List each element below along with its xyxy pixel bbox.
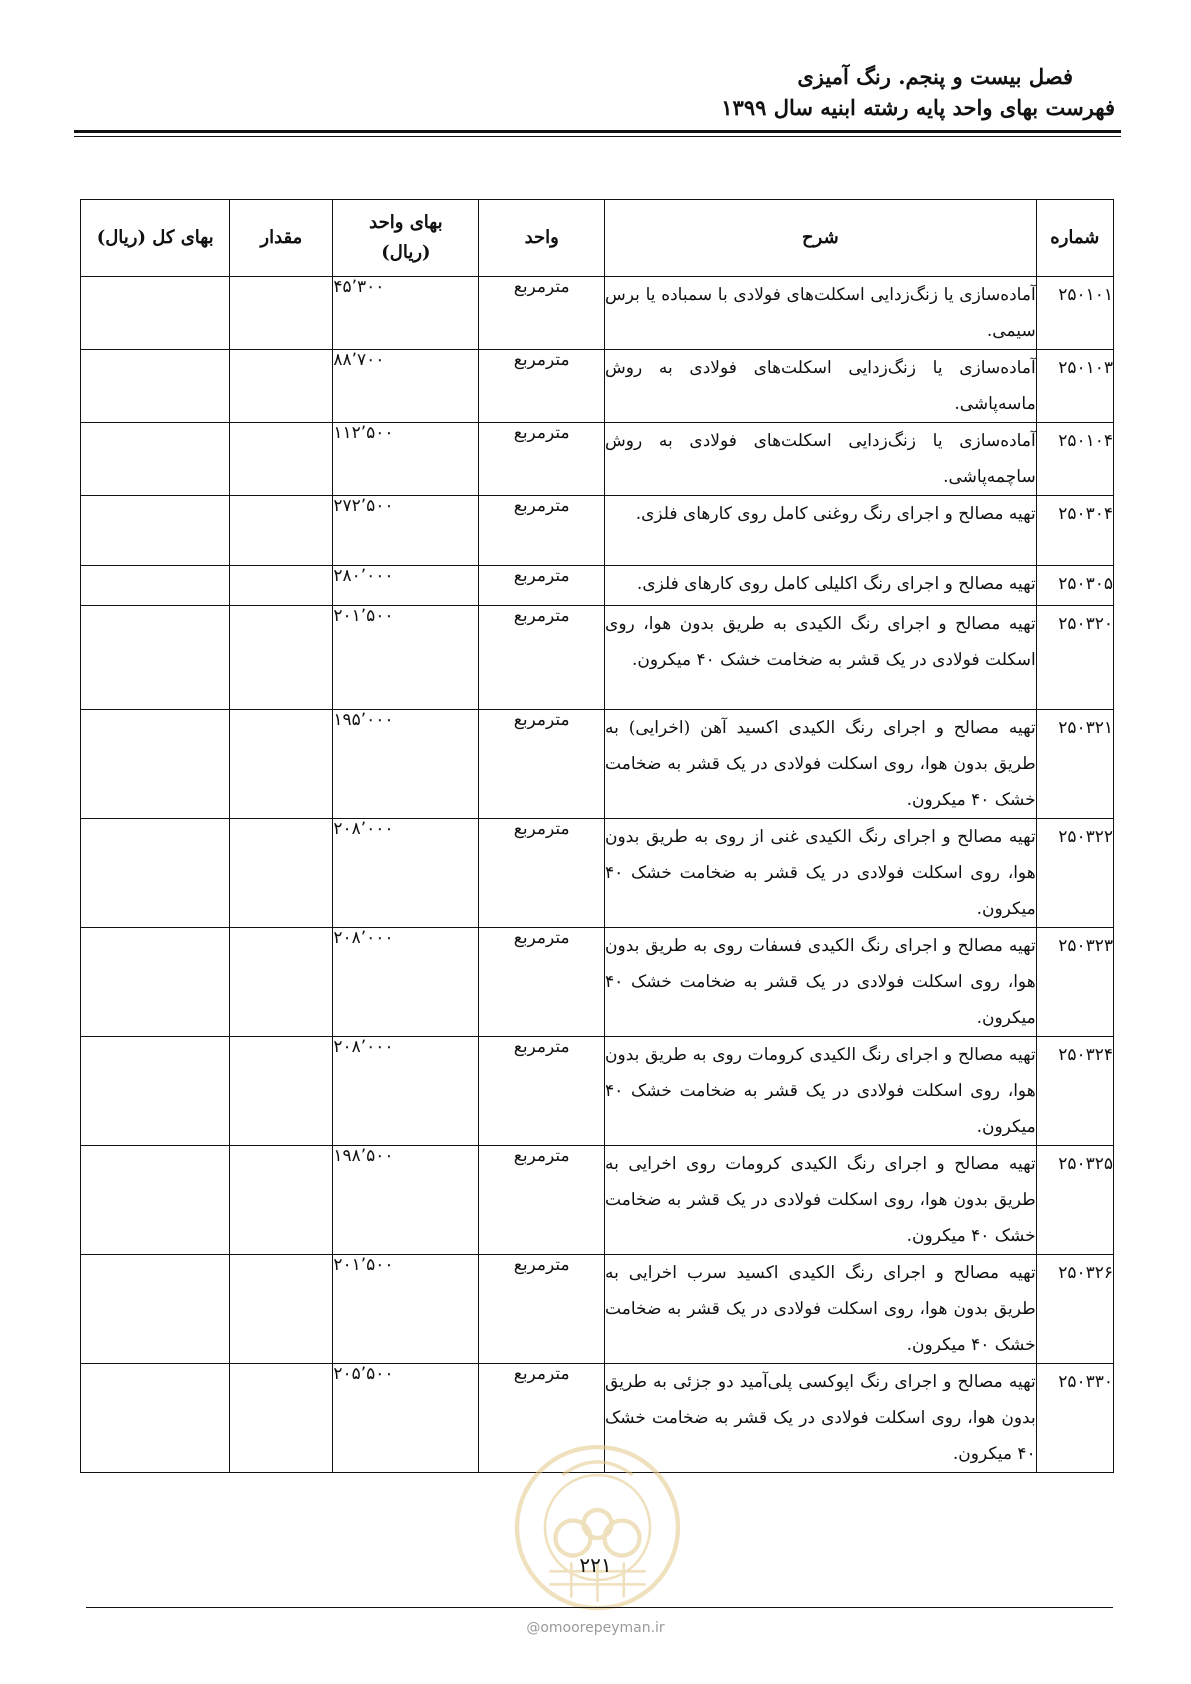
item-code: ۲۵۰۳۲۲: [1036, 819, 1113, 928]
item-code: ۲۵۰۳۳۰: [1036, 1364, 1113, 1473]
item-description: تهیه مصالح و اجرای رنگ الکیدی اکسید آهن (اخرایی) به طریق بدون هوا، روی اسکلت فولادی در یک قشر به ضخامت خشک ۴۰ میکرون.: [605, 710, 1037, 819]
table-row: [81, 710, 1114, 819]
site-watermark-text: @omoorepeyman.ir: [526, 1620, 665, 1636]
item-unit-price: ۸۸٬۷۰۰: [333, 350, 479, 423]
item-unit-price: ۲۰۱٬۵۰۰: [333, 606, 479, 710]
item-total-price: [81, 566, 230, 606]
item-quantity: [230, 496, 333, 566]
header-rule-thin: [74, 136, 1121, 137]
item-unit-price: ۲۷۲٬۵۰۰: [333, 496, 479, 566]
item-unit: مترمربع: [479, 819, 605, 928]
page-number: ۲۲۱: [579, 1553, 612, 1577]
table-header-row: [81, 200, 1114, 277]
item-unit: مترمربع: [479, 277, 605, 350]
item-unit-price: ۲۰۸٬۰۰۰: [333, 928, 479, 1037]
col-header-unit-price-line2: (ریال): [381, 242, 431, 263]
col-header-desc: شرح: [605, 200, 1037, 277]
page-header: [65, 62, 1115, 124]
item-description: آماده‌سازی یا زنگ‌زدایی اسکلت‌های فولادی به روش ساچمه‌پاشی.: [605, 423, 1037, 496]
item-unit: مترمربع: [479, 1037, 605, 1146]
item-unit-price: ۲۰۸٬۰۰۰: [333, 1037, 479, 1146]
item-unit: مترمربع: [479, 928, 605, 1037]
item-total-price: [81, 606, 230, 710]
item-unit-price: ۱۹۸٬۵۰۰: [333, 1146, 479, 1255]
item-unit: مترمربع: [479, 710, 605, 819]
item-description: آماده‌سازی یا زنگ‌زدایی اسکلت‌های فولادی به روش ماسه‌پاشی.: [605, 350, 1037, 423]
item-description: تهیه مصالح و اجرای رنگ الکیدی غنی از روی به طریق بدون هوا، روی اسکلت فولادی در یک قشر به ضخامت خشک ۴۰ میکرون.: [605, 819, 1037, 928]
item-code: ۲۵۰۳۲۵: [1036, 1146, 1113, 1255]
item-code: ۲۵۰۳۰۵: [1036, 566, 1113, 606]
footer-rule: [86, 1607, 1113, 1608]
price-list-title: فهرست بهای واحد پایه رشته ابنیه سال ۱۳۹۹: [721, 95, 1115, 120]
table-row: [81, 1037, 1114, 1146]
item-quantity: [230, 566, 333, 606]
col-header-total: بهای کل (ریال): [81, 200, 230, 277]
table-row: [81, 423, 1114, 496]
item-code: ۲۵۰۱۰۳: [1036, 350, 1113, 423]
item-code: ۲۵۰۳۲۶: [1036, 1255, 1113, 1364]
table-row: [81, 496, 1114, 566]
item-total-price: [81, 1255, 230, 1364]
item-quantity: [230, 606, 333, 710]
header-rule-thick: [74, 130, 1121, 133]
table-row: [81, 350, 1114, 423]
item-total-price: [81, 1364, 230, 1473]
item-description: تهیه مصالح و اجرای رنگ الکیدی فسفات روی به طریق بدون هوا، روی اسکلت فولادی در یک قشر به ضخامت خشک ۴۰ میکرون.: [605, 928, 1037, 1037]
item-quantity: [230, 277, 333, 350]
item-description: آماده‌سازی یا زنگ‌زدایی اسکلت‌های فولادی با سمباده یا برس سیمی.: [605, 277, 1037, 350]
item-quantity: [230, 928, 333, 1037]
col-header-unit: واحد: [479, 200, 605, 277]
item-unit: مترمربع: [479, 606, 605, 710]
item-code: ۲۵۰۱۰۱: [1036, 277, 1113, 350]
table-row: [81, 1255, 1114, 1364]
item-quantity: [230, 1364, 333, 1473]
item-unit-price: ۲۸۰٬۰۰۰: [333, 566, 479, 606]
item-total-price: [81, 928, 230, 1037]
item-description: تهیه مصالح و اجرای رنگ الکیدی کرومات روی به طریق بدون هوا، روی اسکلت فولادی در یک قشر به ضخامت خشک ۴۰ میکرون.: [605, 1037, 1037, 1146]
item-total-price: [81, 423, 230, 496]
item-code: ۲۵۰۳۲۰: [1036, 606, 1113, 710]
item-quantity: [230, 350, 333, 423]
item-code: ۲۵۰۳۰۴: [1036, 496, 1113, 566]
item-quantity: [230, 710, 333, 819]
col-header-unit-price-line1: بهای واحد: [369, 212, 443, 233]
item-code: ۲۵۰۳۲۱: [1036, 710, 1113, 819]
table-row: [81, 819, 1114, 928]
item-unit-price: ۱۱۲٬۵۰۰: [333, 423, 479, 496]
item-code: ۲۵۰۳۲۴: [1036, 1037, 1113, 1146]
table-row: [81, 1146, 1114, 1255]
item-unit-price: ۲۰۱٬۵۰۰: [333, 1255, 479, 1364]
item-unit-price: ۲۰۵٬۵۰۰: [333, 1364, 479, 1473]
table-row: [81, 1364, 1114, 1473]
price-table: [80, 199, 1114, 1473]
col-header-code: شماره: [1036, 200, 1113, 277]
chapter-title: فصل بیست و پنجم. رنگ آمیزی: [797, 64, 1073, 89]
item-unit-price: ۱۹۵٬۰۰۰: [333, 710, 479, 819]
item-quantity: [230, 1146, 333, 1255]
item-unit: مترمربع: [479, 1146, 605, 1255]
item-quantity: [230, 1037, 333, 1146]
item-total-price: [81, 819, 230, 928]
item-description: تهیه مصالح و اجرای رنگ الکیدی به طریق بدون هوا، روی اسکلت فولادی در یک قشر به ضخامت خشک ۴۰ میکرون.: [605, 606, 1037, 710]
item-total-price: [81, 710, 230, 819]
item-unit: مترمربع: [479, 566, 605, 606]
item-unit: مترمربع: [479, 350, 605, 423]
item-total-price: [81, 1037, 230, 1146]
item-description: تهیه مصالح و اجرای رنگ روغنی کامل روی کارهای فلزی.: [605, 496, 1037, 566]
table-row: [81, 606, 1114, 710]
item-total-price: [81, 277, 230, 350]
item-unit: مترمربع: [479, 496, 605, 566]
item-quantity: [230, 1255, 333, 1364]
item-unit: مترمربع: [479, 1255, 605, 1364]
item-description: تهیه مصالح و اجرای رنگ الکیدی اکسید سرب اخرایی به طریق بدون هوا، روی اسکلت فولادی در یک قشر به ضخامت خشک ۴۰ میکرون.: [605, 1255, 1037, 1364]
item-quantity: [230, 819, 333, 928]
col-header-qty: مقدار: [230, 200, 333, 277]
table-body: [81, 277, 1114, 1473]
item-code: ۲۵۰۱۰۴: [1036, 423, 1113, 496]
table-row: [81, 277, 1114, 350]
item-quantity: [230, 423, 333, 496]
table-row: [81, 928, 1114, 1037]
item-total-price: [81, 350, 230, 423]
item-code: ۲۵۰۳۲۳: [1036, 928, 1113, 1037]
item-unit: مترمربع: [479, 423, 605, 496]
table-row: [81, 566, 1114, 606]
item-total-price: [81, 1146, 230, 1255]
item-description: تهیه مصالح و اجرای رنگ اکلیلی کامل روی کارهای فلزی.: [605, 566, 1037, 606]
item-unit-price: ۲۰۸٬۰۰۰: [333, 819, 479, 928]
item-total-price: [81, 496, 230, 566]
item-unit: مترمربع: [479, 1364, 605, 1473]
item-description: تهیه مصالح و اجرای رنگ الکیدی کرومات روی اخرایی به طریق بدون هوا، روی اسکلت فولادی در یک قشر به ضخامت خشک ۴۰ میکرون.: [605, 1146, 1037, 1255]
col-header-unit-price: [333, 200, 479, 277]
item-unit-price: ۴۵٬۳۰۰: [333, 277, 479, 350]
item-description: تهیه مصالح و اجرای رنگ اپوکسی پلی‌آمید دو جزئی به طریق بدون هوا، روی اسکلت فولادی در یک قشر به ضخامت خشک ۴۰ میکرون.: [605, 1364, 1037, 1473]
